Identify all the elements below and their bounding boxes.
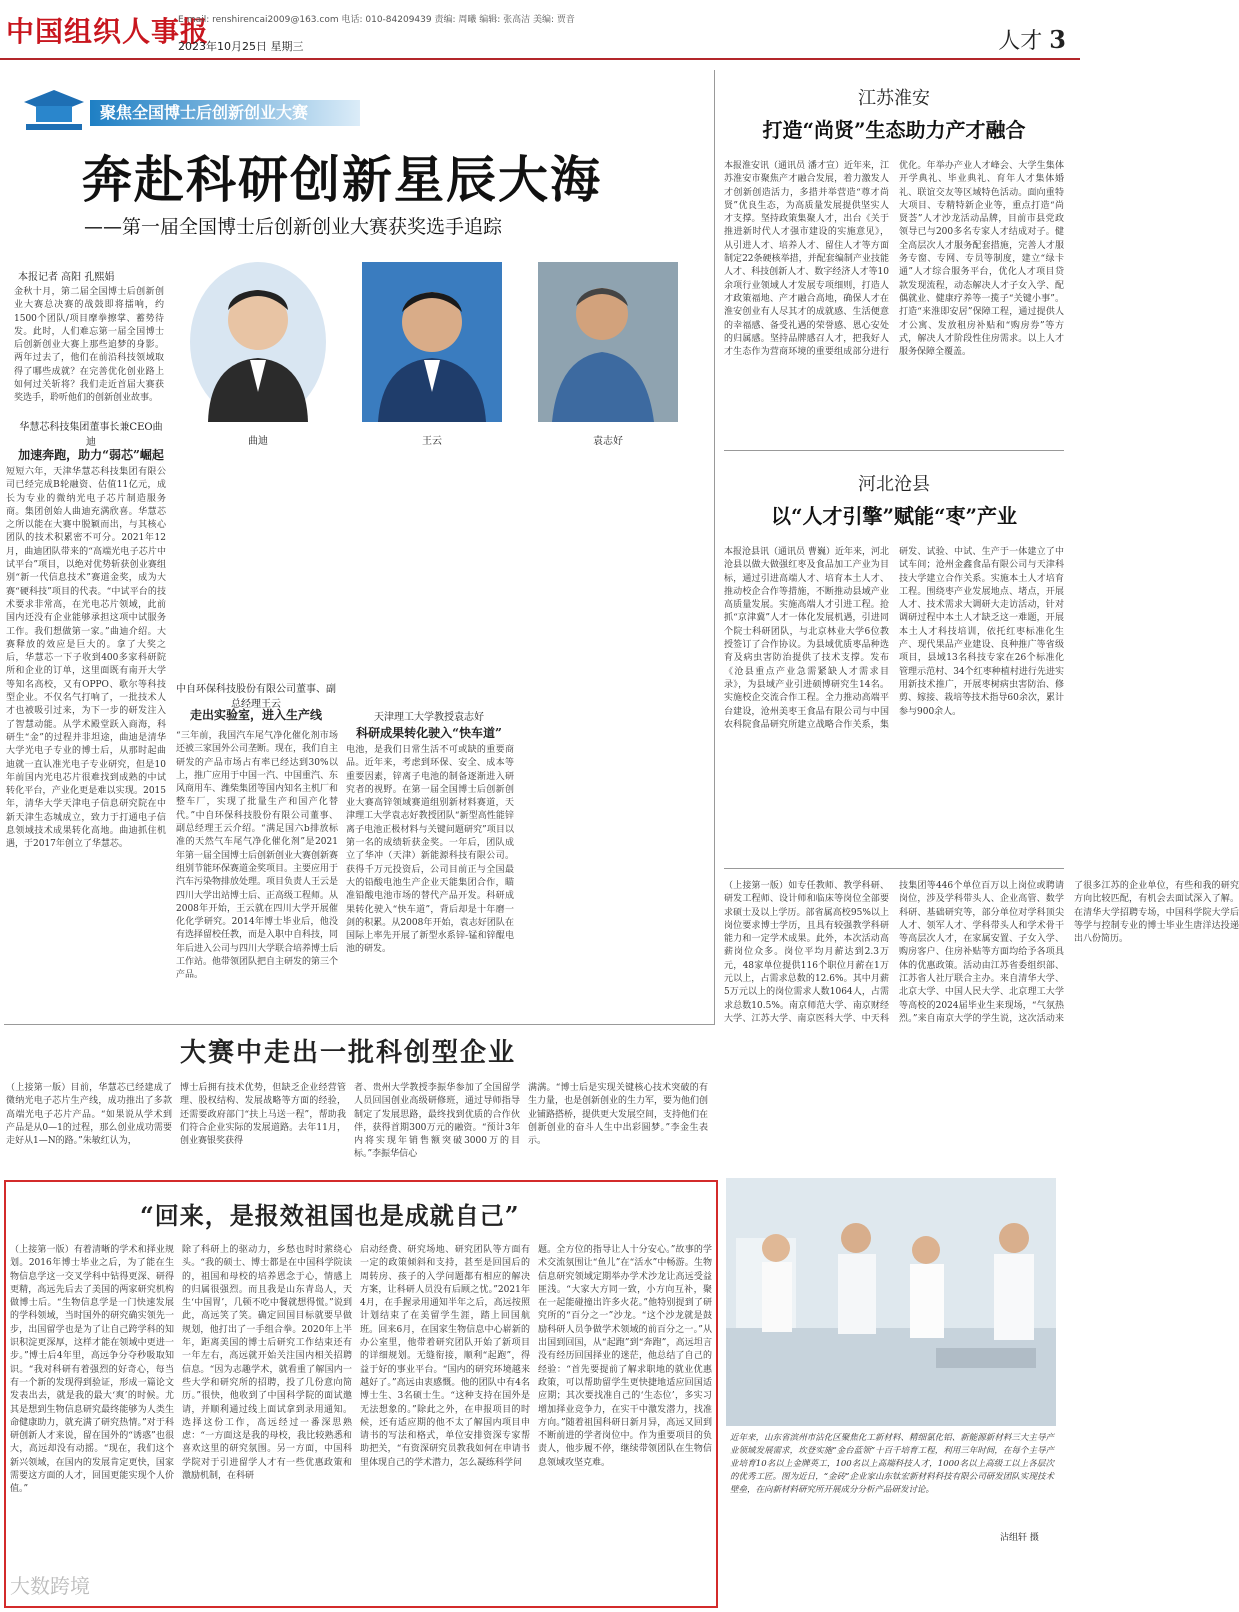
story1-headline: 加速奔跑，助力“弱芯”崛起	[18, 448, 164, 462]
boxed-col2: 除了科研上的驱动力，乡愁也时时萦绕心头。“我的硕士、博士都是在中国科学院读的，祖国和母校的培养恩念于心，情感上的归属很强烈。而且我是山东青岛人，天生‘中国胃’，几顿不吃中餐就想得慌。”说到此，高远笑了笑。确定回国目标就要早做规划，他打出了一手组合拳。2020年上半年，距离美国的博士后研究工作结束还有一年左右，高远就开始关注国内相关招聘信息。“因为志趣学术，就看重了解国内一些大学和研究所的招聘，投了几份意向简历。”很快，他收到了中国科学院的面试邀请，并顺利通过线上面试拿到录用通知。选择这份工作，高远经过一番深思熟虑：“一方面这是我的母校，我比较熟悉和喜欢这里的研究氛围。另一方面，中国科学院对于引进留学人才有一些优惠政策和激励机制，在科研	[182, 1245, 352, 1482]
portrait-wangyun	[362, 262, 502, 422]
mid-col1: （上接第一版）目前，华慧芯已经建成了微纳光电子芯片生产线，成功推出了多款高端光电子芯片产品。“如果说从学术到产品是从0—1的过程，那么创业成功需要走好从1—N的路。”朱敏红认为，	[6, 1083, 172, 1147]
story2-headline: 走出实验室，进入生产线	[189, 708, 322, 722]
mid-col2: 博士后拥有技术优势，但缺乏企业经营管理、股权结构、发展战略等方面的经验，还需要政府部门“扶上马送一程”，帮助我们符合企业实际的发展道路。去年11月，创业赛银奖获得	[180, 1083, 346, 1147]
portrait-qudi	[190, 262, 326, 422]
right-divider-1	[724, 450, 1064, 451]
caption-qudi: 曲迪	[248, 436, 268, 447]
right1-body: 本报淮安讯（通讯员 潘才宣）近年来，江苏淮安市聚焦产才融合发展，着力激发人才创新创造活力，多措并举营造“尊才尚贤”优良生态，为高质量发展提供坚实人才支撑。坚持政策集聚人才，出台《关于推进新时代人才强市建设的实施意见》，从引进人才、培养人才、留住人才等方面制定22条硬核举措，并配套编制产业技能人才、科技创新人才、数字经济人才等10余项行业领域人才发展专项细则，打造人才政策福地、产才融合高地，确保人才在淮安创业有人尽其才的成就感、生活便意的幸福感、备受礼遇的荣誉感、恩心安处的归属感。坚持品牌感召人才，把我好人才生态作为营商环境的重要组成部分进行优化。年举办产业人才峰会、大学生集体开学典礼、毕业典礼、育年人才集体婚礼、联谊交友等区域特色活动。面向重特大项目、专精特新企业等，重点打造“尚贤荟”人才沙龙活动品牌，目前市县党政领导已与200多名专家人才结成对子。健全高层次人才服务配套措施，完善人才服务专窗、专网、专员等制度，建立“绿卡通”人才综合服务平台，优化人才项目贷款发现流程，动态解决人才子女入学、配偶就业、健康疗养等一揽子“关键小事”。打造“来淮即安居”保障工程，通过提供人才公寓、发放租房补贴和“购房券”等方式，解决人才阶段性住房需求。以上人才服务保障全覆盖。	[724, 161, 1064, 358]
mid-title: 大赛中走出一批科创型企业	[180, 1038, 517, 1068]
boxed-col1: （上接第一版）有着清晰的学术和择业规划。2016年博士毕业之后，为了能在生物信息学这一交叉学科中钻得更深、研得更精，高远先后去了美国的两家研究机构做博士后。“生物信息学是一门快速发展的学科领域，当时国外的研究确实领先一步，出国留学也是为了让自己跨学科的知识积淀更深厚，这样才能在领域中更进一步。”博士后4年里，高远争分夺秒吸取知识。“我对科研有着强烈的好奇心，每当有一个新的发现得到验证，形成一篇论文发表出去，就是我的最大‘爽’的时候。尤其是想到生物信息研究最终能够为人类生命健康助力，就充满了研究热情。”对于科研创新人才来说，留在国外的“诱惑”也很大，高远却没有动摇。“现在，我们这个新兴领域，在国内的发展肯定更快，国家需要这方面的人才，回国更能实现个人价值。”	[10, 1245, 174, 1495]
caption-wangyun: 王云	[422, 436, 442, 447]
newspaper-logo: 中国组织人事报	[6, 15, 210, 48]
lab-photo	[726, 1178, 1056, 1426]
story1-kicker: 华慧芯科技集团董事长兼CEO曲迪	[19, 422, 163, 448]
boxed-col4: 题。全方位的指导让人十分安心。”故事的学术交流氛围让“鱼儿”在“活水”中畅游。生物信息研究领域定期举办学术沙龙让高远受益匪浅。“大家大方同一致，小方向互补，聚在一起能碰撞出许多火花。”他特别提到了研究所的“百分之一”沙龙。“这个沙龙就是鼓励科研人员争做学术领域的前百分之一。”从出国到回国，从“起跑”到“奔跑”，高远坦言没有经历回国择业的迷茫，他总结了自己的经验：“首先要提前了解求职地的就业优惠政策，可以帮助留学生更快捷地适应回国适应期；其次要找准自己的‘生态位’，多实习增加择业竞争力，在实干中激发潜力，找准方向。”随着祖国科研日新月异，高远又回到不断前进的学者岗位中。作为重要项目的负责人，他步履不停，继续带领团队在生物信息领域攻坚克难。	[538, 1245, 712, 1468]
right3-body-b: 学科顶尖人才、领军人才、学科带头人和学术骨干等高层次人才，在家属安置、子女入学、购房客户、住房补贴等方面均给予各项具体的优惠政策。活动由江苏省委组织部、江苏省人社厅联合主办。来自清华大学、北京大学、中国人民大学、北京理工大学等高校的2024届毕业生来现场，“气氛热烈。”来自南京大学的学生说，这次活动来了很多江苏的企业单位，有些和我的研究方向比较匹配，有机会去面试深入了解。在清华大学招聘专场，中国科学院大学后等学与控制专业的博士毕业生唐洋达投递出八份简历。	[899, 881, 1239, 1024]
boxed-title: “回来，是报效祖国也是成就自己”	[140, 1201, 520, 1230]
byline: 本报记者 高阳 孔熙娟	[18, 272, 115, 283]
story2-body: “三年前，我国汽车尾气净化催化剂市场还被三家国外公司垄断。现在，我们自主研发的产品市场占有率已经达到30%以上，推广应用于中国一汽、中国重汽、东风商用车、潍柴集团等国内知名主机厂和整车厂，实现了批量生产和国产化替代。”中自环保科技股份有限公司董事、副总经理王云介绍。“满足国六b排放标准的天然气车尾气净化催化剂”是2021年第一届全国博士后创新创业大赛创新赛组别节能环保赛道金奖项目。主要应用于汽车污染物排放处理。项目负责人王云是四川大学出站博士后、正高级工程师。从2008年开始，王云就在四川大学开展催化化学研究。2014年博士毕业后，他没有选择留校任教，而是入职中自科技，同年后进入公司与四川大学联合培养博士后工作站。他带领团队把自主研发的第三个产品。	[176, 731, 339, 981]
mid-divider	[4, 1024, 714, 1025]
right1-title: 打造“尚贤”生态助力产才融合	[762, 118, 1026, 142]
mid-col3: 者、贵州大学教授李振华参加了全国留学人员回国创业高级研修班，通过导师指导制定了发展思路，最终找到优质的合作伙伴，获得首期300万元的融资。“预计3年内将实现年销售额突破3000万的目标。”李振华信心	[354, 1083, 520, 1160]
right2-title: 以“人才引擎”赋能“枣”产业	[770, 504, 1017, 528]
story1-body: 短短六年，天津华慧芯科技集团有限公司已经完成B轮融资、估值11亿元，成长为专业的微纳光电子芯片制造服务商。集团创始人曲迪充满欣喜。华慧芯之所以能在大赛中脱颖而出，与其核心团队的技术积累密不可分。2021年12月，曲迪团队带来的“高端光电子芯片中试平台”项目，以绝对优势斩获创业赛组别“新一代信息技术”赛道金奖，成为大赛“硬科技”项目的代表。“中试平台的技术要求非常高，在光电芯片领域，此前国内还没有企业能够承担这项中试服务工作。我们想做第一家。”曲迪介绍。大赛释放的效应是巨大的。拿了大奖之后，华慧芯一下子收到400多家科研院所和企业的订单，这里面既有南开大学等知名高校，又有OPPO、歌尔等科技型企业。不仅名气打响了，一批技术人才也被吸引过来，为下一步的研发注入了智慧动能。从学术殿堂跃入商海，科研生“金”的过程并非坦途，曲迪是清华大学光电子专业的博士后，从那时起曲迪就一直认准光电子专业研究，但是10年前国内光电芯片很难找到成熟的中试转化平台，产业化更是难以实现。2015年，清华大学天津电子信息研究院在中新天津生态城成立，致力于打通电子信息领域技术成果转化高地。曲迪抓住机遇，于2017年创立了华慧芯。	[6, 467, 166, 850]
photo-credit: 沾组轩 摄	[1000, 1533, 1039, 1543]
story2-kicker: 中自环保科技股份有限公司董事、副总经理王云	[176, 684, 336, 710]
story3-headline: 科研成果转化驶入“快车道”	[356, 726, 502, 740]
caption-yuanzhihao: 袁志好	[593, 436, 623, 447]
section-name: 人才	[998, 29, 1043, 54]
boxed-col3: 启动经费、研究场地、研究团队等方面有一定的政策倾斜和支持，甚至是回国后的周转房、孩子的入学问题都有相应的解决方案，让科研人员没有后顾之忧。”2021年4月，在手握录用通知半年之后，高远按照计划结束了在美留学生涯，踏上回国航班。回来6月，在国家生物信息中心崭新的办公室里，他带着研究团队开始了新项目的详细规划。无缝衔接，顺利“起跑”，得益于好的事业平台。“国内的研究环境越来越好了。”高远由衷感慨。他的团队中有4名博士生、3名硕士生。“这种支持在国外是无法想象的。”除此之外，在申报项目的时候，还有适应期的他不太了解国内项目申请书的写法和格式，单位安排资深专家帮助把关，“有资深研究员教我如何在申请书里体现自己的学术潜力，怎么凝练科学问	[360, 1245, 530, 1468]
story3-kicker: 天津理工大学教授袁志好	[374, 712, 484, 723]
right3-body-a: （上接第一版）如专任教师、教学科研、研发工程师、设计师和临床等岗位全部要求硕士及以上学历。部省属高校95%以上岗位要求博士学历，且具有较强教学科研能力和一定学术成果。此外，本次活动高薪岗位众多。岗位平均月薪达到2.3万元，48家单位提供116个职位月薪在1万元以上，占需求总数的12.6%。其中月薪5万元以上的岗位需求人数1064人，占需求总数10.5%。南京师范大学、南京财经大学、江苏大学、南京医科大学、中天科技集团等446个单位百万以上岗位或聘请岗位，涉及学科带头人、企业高管、数学科研、基础研究等，部分单位对	[724, 881, 1064, 1024]
right3-body	[724, 880, 1239, 1030]
section-label	[998, 24, 1066, 55]
right-divider-2	[724, 868, 1064, 869]
story3-body: 电池，是我们日常生活不可或缺的重要商品。近年来，考虑到环保、安全、成本等重要因素，锌离子电池的制备逐渐进入研究者的视野。在第一届全国博士后创新创业大赛高锌领域赛道组别新材料赛道，天津理工大学袁志好教授团队“新型高性能锌离子电池正极材料与关键问题研究”项目以第一名的成绩斩获金奖。一年后，团队成立了华冲（天津）新能源科技有限公司。获得千万元投资后，公司目前正与全国最大的铅酸电池生产企业天能集团合作，瞄准铅酸电池市场的替代产品开发。科研成果转化驶入“快车道”，背后却是十年磨一剑的积累。从2008年开始，袁志好团队在国际上率先开展了新型水系锌-锰和锌醌电池的研发。	[346, 745, 514, 955]
right2-place: 河北沧县	[858, 474, 930, 495]
right2-body: 本报沧县讯（通讯员 曹巍）近年来，河北沧县以做大做强红枣及食品加工产业为目标，通过引进高端人才、培育本土人才、推动校企合作等措施，不断推动县域产业高质量发展。实施高端人才引进工程。抢抓“京津冀”人才一体化发展机遇，引进同个院士科研团队，与北京林业大学6位教授签订了合作协议。为县域优质枣品种选育及病虫害防治提供了技术支撑。发布《沧县重点产业急需紧缺人才需求目录》，为县域产业引进硕博研究生14名。实施校企交流合作工程。全力推动高端平台建设，沧州美枣王食品有限公司与中国农科院食品研究所建立战略合作关系，集研发、试验、中试、生产于一体建立了中试车间；沧州金鑫食品有限公司与天津科技大学建立合作关系。实施本土人才培育工程。围绕枣产业发展地点、堵点，开展人才、技术需求大调研大走访活动，针对调研过程中本土人才缺乏这一难题，开展本土人才科技培训，依托红枣标准化生产、现代果品产业建设、良种推广等省级项目，县域13名科技专家在26个标准化管理示范村、34个红枣种植村进行先进实用新技术推广，开展枣树病虫害防治、修剪、嫁接、栽培等技术指导60余次，累计参与900余人。	[724, 547, 1064, 730]
feature-banner: 聚焦全国博士后创新创业大赛	[90, 100, 360, 126]
portrait-yuanzhihao	[538, 262, 678, 422]
page-subtitle: ——第一届全国博士后创新创业大赛获奖选手追踪	[84, 216, 503, 238]
page-title: 奔赴科研创新星辰大海	[82, 151, 602, 209]
story3-body-cont	[522, 456, 698, 1020]
page-number: 3	[1049, 25, 1066, 54]
photo-caption: 近年来，山东省滨州市沾化区聚焦化工新材料、精细氯化铝、新能源新材料三大主导产业领域发展需求，坎登实施“金台蓝领”十百千培育工程，利用三年时间，在每个主导产业培育10名以上金牌英工，100名以上高端科技人才，1000名以上高级工以上各层次的优秀工匠。图为近日，“金砖”企业家山东钛宏新材料科技有限公司研发团队实现技术壁垒，在向新材料研究所开展成分分析产品研发讨论。	[730, 1433, 1054, 1495]
mid-col4: 满满。“博士后是实现关键核心技术突破的有生力量，也是创新创业的生力军，要为他们创业铺路搭桥，提供更大发展空间，支持他们在创新创业的奋斗人生中出彩圆梦。”李金生表示。	[528, 1083, 709, 1147]
story2-body-cont	[346, 456, 514, 686]
graduation-cap-icon	[22, 88, 86, 132]
lead-paragraph: 金秋十月，第二届全国博士后创新创业大赛总决赛的战鼓即将擂响，约1500个团队/项目摩拳擦掌、蓄势待发。此时，人们难忘第一届全国博士后创新创业大赛上那些追梦的身影。两年过去了，他们在前沿科技领域取得了哪些成就？在完善优化创业路上如何过关斩将？我们走近首届大赛获奖选手，聆听他们的创新创业故事。	[14, 287, 164, 404]
issue-date: 2023年10月25日 星期三	[178, 40, 304, 53]
right1-place: 江苏淮安	[858, 88, 930, 109]
watermark: 大数跨境	[10, 1574, 90, 1598]
contact-line: E-mail: renshirencai2009@163.com 电话: 010-84209439 责编: 周曦 编辑: 张高洁 美编: 贾音	[178, 15, 575, 25]
column-divider	[714, 70, 715, 1025]
